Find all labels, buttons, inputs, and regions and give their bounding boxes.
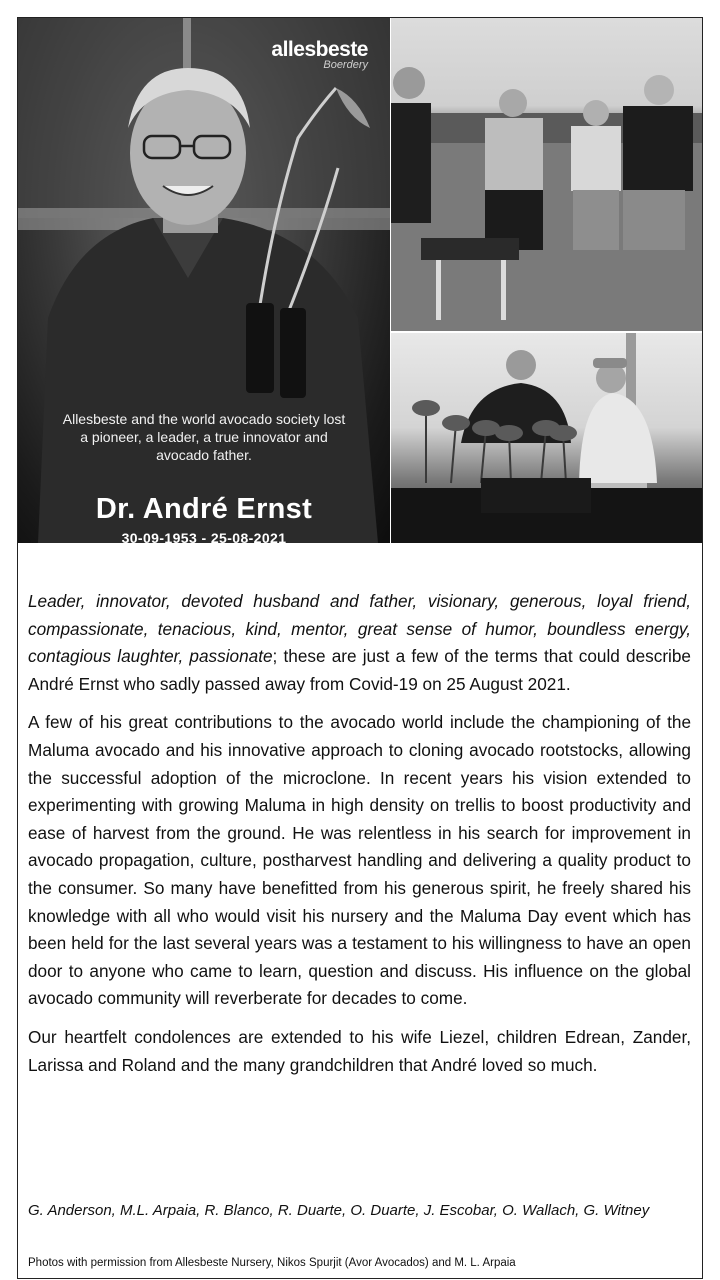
field-group-photo <box>391 18 702 331</box>
photo-credits: Photos with permission from Allesbeste Nursery, Nikos Spurjit (Avor Avocados) and M. L. Arpaia <box>28 1257 516 1269</box>
contributions-paragraph: A few of his great contributions to the avocado world include the championing of the Maluma avocado and his innovative approach to cloning avocado rootstocks, allowing the successful adoption of the microclone. In recent years his vision extended to experimenting with growing Maluma in high density on trellis to boost productivity and ease of harvest from the ground. He was relentless in his search for improvement in avocado propagation, culture, postharvest handling and delivering a quality product to the consumer. So many have benefitted from his generous spirit, he freely shared his knowledge with all who would visit his nursery and the Maluma Day event which has been held for the last several years was a testament to his willingness to have an open door to anyone who came to learn, question and discuss. His influence on the global avocado community will reverberate for decades to come. <box>28 712 691 1009</box>
intro-paragraph <box>28 588 691 698</box>
tribute-text: Allesbeste and the world avocado society lost a pioneer, a leader, a true innovator and avocado father. <box>62 411 346 463</box>
nursery-photo <box>391 333 702 543</box>
condolences-paragraph: Our heartfelt condolences are extended to his wife Liezel, children Edrean, Zander, Larissa and Roland and the many grandchildren that André loved so much. <box>28 1026 691 1075</box>
memorial-dates: 30-09-1953 - 25-08-2021 <box>121 530 287 543</box>
portrait-illustration <box>18 18 390 543</box>
memorial-name: Dr. André Ernst <box>95 493 313 525</box>
logo-brand-text: allesbeste <box>271 38 368 61</box>
nursery-illustration <box>391 333 702 543</box>
memorial-portrait-photo <box>18 18 390 543</box>
intro-rest-text: ; these are just a few of the terms that could describe André Ernst who sadly passed away from Covid-19 on 25 August 2021. <box>28 646 691 694</box>
logo-sub-text: Boerdery <box>323 59 368 71</box>
article-body <box>28 588 691 1090</box>
field-group-illustration <box>391 18 702 331</box>
traits-text: Leader, innovator, devoted husband and father, visionary, generous, loyal friend, compassionate, tenacious, kind, mentor, great sense of humor, boundless energy, contagious laughter, passionate <box>28 591 691 667</box>
allesbeste-logo <box>271 38 368 71</box>
authors-list: G. Anderson, M.L. Arpaia, R. Blanco, R. Duarte, O. Duarte, J. Escobar, O. Wallach, G. Witney <box>28 1202 650 1219</box>
